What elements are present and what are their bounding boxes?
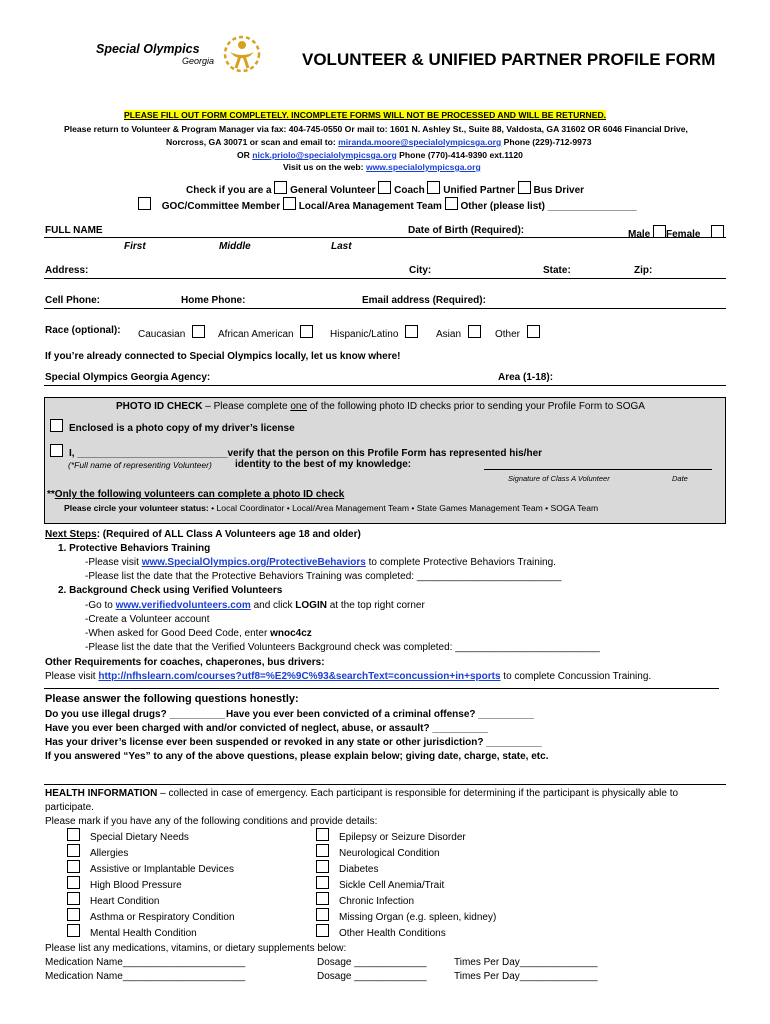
race-hispanic — [330, 325, 418, 340]
explanation-line[interactable] — [44, 784, 726, 785]
good-deed-code: wnoc4cz — [270, 628, 312, 639]
text: Special Dietary Needs — [90, 832, 189, 843]
checkbox-condition[interactable] — [316, 892, 329, 905]
text: Enclosed is a photo copy of my driver’s license — [69, 423, 295, 434]
website-line — [283, 162, 481, 172]
health-right-column — [316, 828, 496, 940]
email-link-miranda[interactable]: miranda.moore@specialolympicsga.org — [338, 137, 502, 147]
step-2b: -Create a Volunteer account — [85, 614, 210, 625]
volunteer-status-options[interactable]: • Local Coordinator • Local/Area Management Team • State Games Management Team • SOGA Team — [211, 503, 599, 513]
divider — [44, 278, 726, 279]
checkbox-caucasian[interactable] — [192, 325, 205, 338]
condition-item — [67, 924, 235, 940]
question-5: If you answered “Yes” to any of the above questions, please explain below; giving date, charge, state, etc. — [45, 751, 549, 762]
step-2: 2. Background Check using Verified Volunteers — [58, 585, 283, 596]
signature-label: Signature of Class A Volunteer — [508, 474, 610, 483]
times-per-day-2[interactable]: Times Per Day______________ — [454, 971, 598, 982]
checkbox-condition[interactable] — [67, 860, 80, 873]
race-caucasian — [138, 325, 205, 340]
verified-volunteers-link[interactable]: www.verifiedvolunteers.com — [115, 600, 251, 611]
text: Neurological Condition — [339, 848, 440, 859]
checkbox-goc-committee[interactable] — [138, 197, 151, 210]
state-label: State: — [543, 265, 571, 276]
questions-heading: Please answer the following questions honestly: — [45, 693, 299, 705]
page-title: VOLUNTEER & UNIFIED PARTNER PROFILE FORM — [302, 50, 716, 69]
text: PHOTO ID CHECK — [116, 401, 203, 412]
text: Assistive or Implantable Devices — [90, 864, 234, 875]
cell-phone-label: Cell Phone: — [45, 295, 101, 306]
step-2d: -Please list the date that the Verified Volunteers Background check was completed: __________________________ — [85, 642, 600, 653]
text: Phone (229)-712-9973 — [501, 137, 592, 147]
return-instructions-3 — [237, 150, 523, 160]
checkbox-vouch[interactable] — [50, 444, 63, 457]
condition-item — [67, 860, 235, 876]
checkbox-african-american[interactable] — [300, 325, 313, 338]
health-mark-instructions: Please mark if you have any of the following conditions and provide details: — [45, 816, 378, 827]
agency-label: Special Olympics Georgia Agency: — [45, 372, 211, 383]
step-1a — [85, 557, 556, 568]
text: Other — [495, 329, 521, 340]
text: Phone (770)-414-9390 ext.1120 — [396, 150, 523, 160]
next-steps-heading — [45, 529, 361, 540]
step-2a — [85, 600, 425, 611]
address-label: Address: — [45, 265, 89, 276]
last-name-label: Last — [331, 241, 352, 252]
text: Allergies — [90, 848, 129, 859]
photo-id-heading — [116, 401, 645, 412]
condition-item — [316, 892, 496, 908]
text: Other Health Conditions — [339, 928, 446, 939]
text: Mental Health Condition — [90, 928, 197, 939]
text: Visit us on the web: — [283, 162, 366, 172]
text: Hispanic/Latino — [330, 329, 399, 340]
email-label: Email address (Required): — [362, 295, 486, 306]
text: Unified Partner — [443, 185, 515, 196]
question-1: Do you use illegal drugs? __________ — [45, 709, 226, 720]
question-2: Have you ever been convicted of a criminal offense? __________ — [226, 709, 534, 720]
text: – collected in case of emergency. Each participant is responsible for determining if the participant is physically able to — [157, 788, 679, 799]
city-label: City: — [409, 265, 432, 276]
text: Check if you are a — [186, 185, 272, 196]
text: Epilepsy or Seizure Disorder — [339, 832, 466, 843]
concussion-link[interactable]: http://nfhslearn.com/courses?utf8=%E2%9C%93&searchText=concussion+in+sports — [98, 671, 501, 682]
health-intro — [45, 788, 678, 799]
question-3: Have you ever been charged with and/or convicted of neglect, abuse, or assault? __________ — [45, 723, 488, 734]
role-row-1 — [186, 181, 584, 196]
vouch-note: (*Full name of representing Volunteer) — [68, 460, 212, 470]
checkbox-other-race[interactable] — [527, 325, 540, 338]
text: Sickle Cell Anemia/Trait — [339, 880, 445, 891]
middle-name-label: Middle — [219, 241, 251, 252]
checkbox-condition[interactable] — [316, 908, 329, 921]
photo-id-option-2 — [50, 444, 542, 459]
return-instructions: Please return to Volunteer & Program Manager via fax: 404-745-0550 Or mail to: 1601 N. Ashley St., Suite 88, Valdosta, GA 31602 OR 6046 Financial Drive, — [64, 124, 688, 134]
race-other — [495, 325, 540, 340]
text: Please circle your volunteer status: — [64, 503, 209, 513]
zip-label: Zip: — [634, 265, 653, 276]
condition-item — [67, 844, 235, 860]
text: High Blood Pressure — [90, 880, 182, 891]
text: -When asked for Good Deed Code, enter — [85, 628, 271, 639]
health-intro-2: participate. — [45, 802, 94, 813]
condition-item — [316, 924, 496, 940]
text: GOC/Committee Member — [161, 201, 281, 212]
condition-item — [316, 908, 496, 924]
checkbox-condition[interactable] — [67, 828, 80, 841]
checkbox-condition[interactable] — [316, 860, 329, 873]
text: -Please visit — [85, 557, 142, 568]
logo-text-line1: Special Olympics — [96, 42, 200, 56]
text: OR — [237, 150, 253, 160]
signature-line[interactable] — [484, 469, 712, 470]
text: Chronic Infection — [339, 896, 415, 907]
times-per-day-1[interactable]: Times Per Day______________ — [454, 957, 598, 968]
website-link[interactable]: www.specialolympicsga.org — [365, 162, 481, 172]
condition-item — [316, 844, 496, 860]
step-1b: -Please list the date that the Protective Behaviors Training was completed: __________________________ — [85, 571, 562, 582]
email-link-nick[interactable]: nick.priolo@specialolympicsga.org — [252, 150, 397, 160]
text: Bus Driver — [533, 185, 585, 196]
role-row-2 — [138, 197, 637, 212]
condition-item — [316, 876, 496, 892]
question-4: Has your driver’s license ever been suspended or revoked in any state or other jurisdiction? __________ — [45, 737, 542, 748]
checkbox-condition[interactable] — [67, 892, 80, 905]
area-label: Area (1-18): — [498, 372, 554, 383]
text: Next Steps — [45, 529, 97, 540]
text: Other (please list) ________________ — [460, 201, 637, 212]
race-asian — [436, 325, 481, 340]
text: at the top right corner — [326, 600, 425, 611]
text: Diabetes — [339, 864, 379, 875]
text: Local/Area Management Team — [298, 201, 442, 212]
text: Only the following volunteers can complete a photo ID check — [54, 489, 345, 500]
checkbox-condition[interactable] — [67, 844, 80, 857]
checkbox-coach[interactable] — [378, 181, 391, 194]
checkbox-condition[interactable] — [67, 876, 80, 889]
checkbox-bus-driver[interactable] — [518, 181, 531, 194]
text: one — [290, 401, 308, 412]
text: Heart Condition — [90, 896, 160, 907]
text: Asthma or Respiratory Condition — [90, 912, 235, 923]
condition-item — [67, 892, 235, 908]
protective-behaviors-link[interactable]: www.SpecialOlympics.org/ProtectiveBehaviors — [141, 557, 366, 568]
volunteer-status-row — [64, 503, 598, 513]
text: LOGIN — [295, 600, 327, 611]
text: ** — [47, 489, 55, 500]
checkbox-condition[interactable] — [316, 828, 329, 841]
condition-item — [316, 860, 496, 876]
text: HEALTH INFORMATION — [45, 788, 158, 799]
medication-name-1[interactable]: Medication Name______________________ — [45, 957, 246, 968]
checkbox-general-volunteer[interactable] — [274, 181, 287, 194]
text: African American — [218, 329, 294, 340]
divider — [44, 688, 719, 689]
dosage-1[interactable]: Dosage _____________ — [317, 957, 427, 968]
condition-item — [67, 908, 235, 924]
concussion-line — [45, 671, 651, 682]
race-label: Race (optional): — [45, 325, 121, 336]
text: Caucasian — [138, 329, 186, 340]
divider — [44, 308, 726, 309]
checkbox-local-area-team[interactable] — [283, 197, 296, 210]
text: Male — [628, 229, 651, 240]
step-2c — [85, 628, 312, 639]
logo-text-line2: Georgia — [182, 56, 215, 66]
text: Missing Organ (e.g. spleen, kidney) — [339, 912, 497, 923]
text: and click — [250, 600, 296, 611]
checkbox-unified-partner[interactable] — [427, 181, 440, 194]
home-phone-label: Home Phone: — [181, 295, 246, 306]
other-requirements: Other Requirements for coaches, chaperones, bus drivers: — [45, 657, 325, 668]
medication-name-2[interactable]: Medication Name______________________ — [45, 971, 246, 982]
dob-label: Date of Birth (Required): — [408, 225, 525, 236]
text: General Volunteer — [290, 185, 376, 196]
checkbox-drivers-license[interactable] — [50, 419, 63, 432]
text: to complete Concussion Training. — [500, 671, 652, 682]
race-african-american — [218, 325, 313, 340]
warning-banner: PLEASE FILL OUT FORM COMPLETELY. INCOMPLETE FORMS WILL NOT BE PROCESSED AND WILL BE RETURNED. — [124, 110, 607, 120]
text: Please visit — [45, 671, 99, 682]
checkbox-condition[interactable] — [316, 924, 329, 937]
checkbox-asian[interactable] — [468, 325, 481, 338]
signature-date-label: Date — [672, 474, 688, 483]
text: – Please complete — [202, 401, 291, 412]
condition-item — [316, 828, 496, 844]
text: I, ___________________________ — [69, 448, 228, 459]
text: Norcross, GA 30071 or scan and email to: — [166, 137, 339, 147]
text: : (Required of ALL Class A Volunteers age 18 and older) — [96, 529, 361, 540]
checkbox-condition[interactable] — [316, 876, 329, 889]
photo-id-option-1 — [50, 419, 295, 434]
text: of the following photo ID checks prior to sending your Profile Form to SOGA — [307, 401, 645, 412]
text: Coach — [394, 185, 425, 196]
text: -Go to — [85, 600, 116, 611]
first-name-label: First — [124, 241, 146, 252]
dosage-2[interactable]: Dosage _____________ — [317, 971, 427, 982]
checkbox-condition[interactable] — [67, 908, 80, 921]
text: Female — [666, 229, 701, 240]
full-name-label: FULL NAME — [45, 225, 103, 236]
health-left-column — [67, 828, 235, 940]
connected-heading: If you’re already connected to Special Olympics locally, let us know where! — [45, 351, 401, 362]
medications-heading: Please list any medications, vitamins, or dietary supplements below: — [45, 943, 347, 954]
return-instructions-2 — [166, 137, 592, 147]
divider — [44, 385, 726, 386]
text: Asian — [436, 329, 462, 340]
checkbox-hispanic[interactable] — [405, 325, 418, 338]
checkbox-other-role[interactable] — [445, 197, 458, 210]
vouch-identity: identity to the best of my knowledge: — [235, 459, 412, 470]
logo-figure-icon — [220, 32, 264, 76]
step-1: 1. Protective Behaviors Training — [58, 543, 211, 554]
condition-item — [67, 876, 235, 892]
divider — [44, 237, 726, 238]
checkbox-condition[interactable] — [67, 924, 80, 937]
checkbox-condition[interactable] — [316, 844, 329, 857]
photo-id-eligibility — [47, 489, 344, 500]
logo — [96, 38, 246, 78]
text: to complete Protective Behaviors Training. — [365, 557, 556, 568]
condition-item — [67, 828, 235, 844]
text: verify that the person on this Profile Form has represented his/her — [227, 448, 543, 459]
